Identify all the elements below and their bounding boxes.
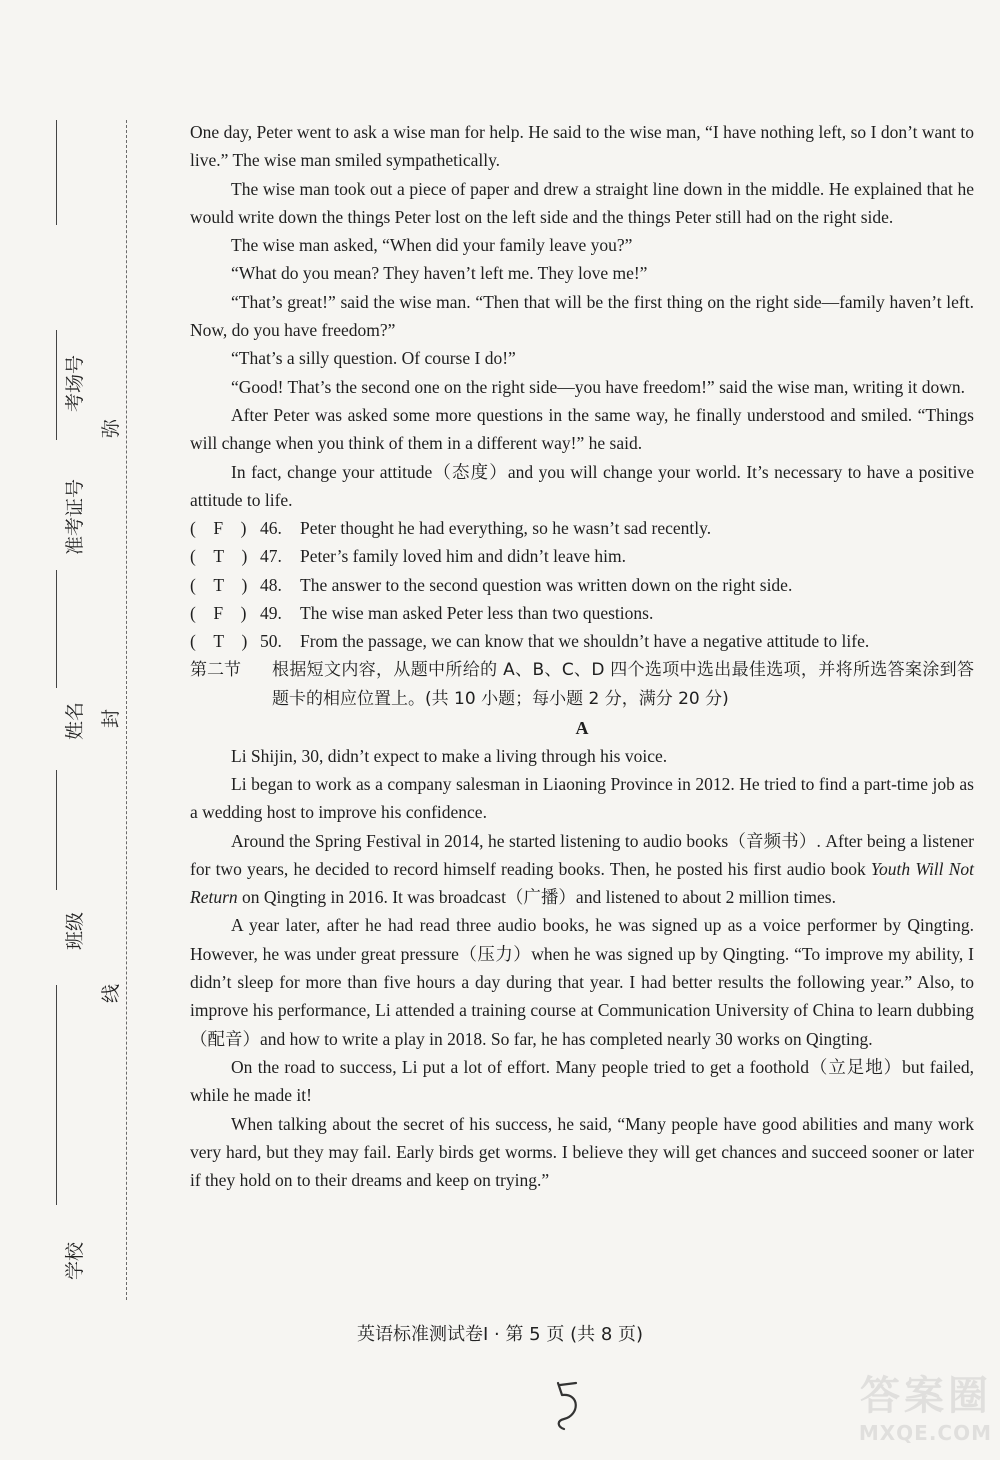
answer-bracket: ( T ) <box>190 574 248 595</box>
paragraph <box>190 1110 974 1195</box>
question-text: The answer to the second question was written down on the right side. <box>300 574 793 595</box>
field-rule <box>56 120 57 225</box>
field-class <box>30 770 86 970</box>
answer-bracket: ( T ) <box>190 546 248 567</box>
field-rule <box>56 770 57 890</box>
paragraph: After Peter was asked some more questions in the same way, he finally understood and smiled. “Things will change when you think of them in a different way!” he said. <box>190 404 974 454</box>
field-exam-room <box>30 120 86 412</box>
paragraph: “That’s a silly question. Of course I do!” <box>231 348 516 369</box>
field-school <box>30 985 86 1285</box>
answer-bracket: ( F ) <box>190 603 247 624</box>
question-text: Peter thought he had everything, so he wasn’t sad recently. <box>300 518 712 539</box>
book-title: Youth Will Not Return <box>190 858 974 908</box>
paragraph: One day, Peter went to ask a wise man for help. He said to the wise man, “I have nothing left, so I don’t want to live.” The wise man smiled sympathetically. <box>190 122 974 171</box>
field-rule <box>56 985 57 1205</box>
question-text: Peter’s family loved him and didn’t leave him. <box>300 546 626 567</box>
question-row <box>190 571 974 599</box>
paragraph: The wise man took out a piece of paper and drew a straight line down in the middle. He explained that he would write down the things Peter lost on the left side and the things Peter still had on the right side. <box>190 178 974 227</box>
field-label-exam-room: 考场号 <box>64 354 86 412</box>
site-watermark <box>792 1364 992 1454</box>
paragraph: “That’s great!” said the wise man. “Then that will be the first thing on the right side—family haven’t left. Now, do you have freedom?” <box>190 291 974 341</box>
text-segment: Around the Spring Festival in 2014, he started listening to audio books（音频书）. After being a listener for two years, he decided to record himself reading books. Then, he posted his first audio book <box>190 830 974 879</box>
question-text: From the passage, we can know that we shouldn’t have a negative attitude to life. <box>300 631 870 652</box>
section-number: 第二节 <box>190 659 241 680</box>
watermark-logo-text: 答案圈 <box>860 1373 992 1419</box>
seal-char-xian: 线 <box>100 983 123 1004</box>
paragraph: In fact, change your attitude（态度）and you will change your world. It’s necessary to have a positive attitude to life. <box>190 461 974 510</box>
text-segment: Li Shijin, 30, didn’t expect to make a living through his voice. <box>231 745 668 766</box>
question-row <box>190 542 974 570</box>
passage-a-title: A <box>575 717 589 738</box>
seal-char-feng: 封 <box>100 708 123 729</box>
text-segment: A year later, after he had read three audio books, he was signed up as a voice performer by Qingting. However, he was under great pressure（压力）when he was signed up by Qingting. “To improve my ability, I didn’t sleep for more than five hours a day during that year. I had better results the following year.” Also, to improve his performance, Li attended a training course at Communication University of China to learn dubbing（配音）and how to write a play in 2018. So far, he has completed nearly 30 works on Qingting. <box>190 915 974 1049</box>
watermark-url: MXQE.COM <box>858 1421 992 1445</box>
paragraph <box>190 827 974 912</box>
section-heading <box>190 656 974 714</box>
passage-intro <box>190 118 974 514</box>
text-segment: Li began to work as a company salesman in Liaoning Province in 2012. He tried to find a part-time job as a wedding host to improve his confidence. <box>190 773 974 823</box>
answer-bracket: ( F ) <box>190 518 247 539</box>
question-number: 49. <box>260 603 282 624</box>
seal-char-mi: 弥 <box>100 418 123 439</box>
paragraph <box>190 911 974 1052</box>
field-label-class: 班级 <box>64 911 86 950</box>
field-rule <box>56 330 57 440</box>
question-number: 46. <box>260 518 282 539</box>
text-segment: When talking about the secret of his success, he said, “Many people have good abilities and many work very hard, but they may fail. Early birds get worms. I believe they will get chances and succeed sooner or later if they hold on to their dreams and keep on trying.” <box>190 1113 974 1191</box>
page-footer: 英语标准测试卷Ⅰ · 第 5 页 (共 8 页) <box>356 1324 644 1345</box>
section-instruction: 根据短文内容，从题中所给的 A、B、C、D 四个选项中选出最佳选项，并将所选答案涂到答题卡的相应位置上。(共 10 小题；每小题 2 分，满分 20 分) <box>272 659 974 709</box>
answer-bracket: ( T ) <box>190 631 248 652</box>
field-name <box>30 570 86 770</box>
handwritten-page-number <box>540 1375 590 1435</box>
answer-mark: F <box>213 603 224 624</box>
question-text: The wise man asked Peter less than two questions. <box>300 603 654 624</box>
paragraph: “Good! That’s the second one on the right side—you have freedom!” said the wise man, writing it down. <box>231 376 966 397</box>
question-row <box>190 514 974 542</box>
question-number: 47. <box>260 546 282 567</box>
paragraph <box>190 770 974 827</box>
field-rule <box>56 570 57 688</box>
question-number: 48. <box>260 574 282 595</box>
field-label-school: 学校 <box>64 1241 86 1280</box>
text-segment: On the road to success, Li put a lot of effort. Many people tried to get a foothold（立足地）but failed, while he made it! <box>190 1056 974 1106</box>
binding-dashed-line <box>126 120 127 1300</box>
field-label-name: 姓名 <box>64 701 86 740</box>
paragraph: “What do you mean? They haven’t left me. They love me!” <box>231 263 648 284</box>
answer-mark: T <box>213 574 225 595</box>
passage-a <box>190 742 974 1195</box>
question-number: 50. <box>260 631 282 652</box>
question-row <box>190 627 974 655</box>
answer-mark: T <box>213 546 225 567</box>
field-label-admission-number: 准考证号 <box>64 478 86 555</box>
text-segment: on Qingting in 2016. It was broadcast（广播）and listened to about 2 million times. <box>237 887 836 908</box>
true-false-questions <box>190 514 974 655</box>
answer-mark: T <box>213 631 225 652</box>
paragraph <box>190 742 974 770</box>
page-content <box>190 118 974 1194</box>
question-row <box>190 599 974 627</box>
answer-mark: F <box>213 518 224 539</box>
paragraph <box>190 1053 974 1110</box>
paragraph: The wise man asked, “When did your family leave you?” <box>231 235 633 256</box>
